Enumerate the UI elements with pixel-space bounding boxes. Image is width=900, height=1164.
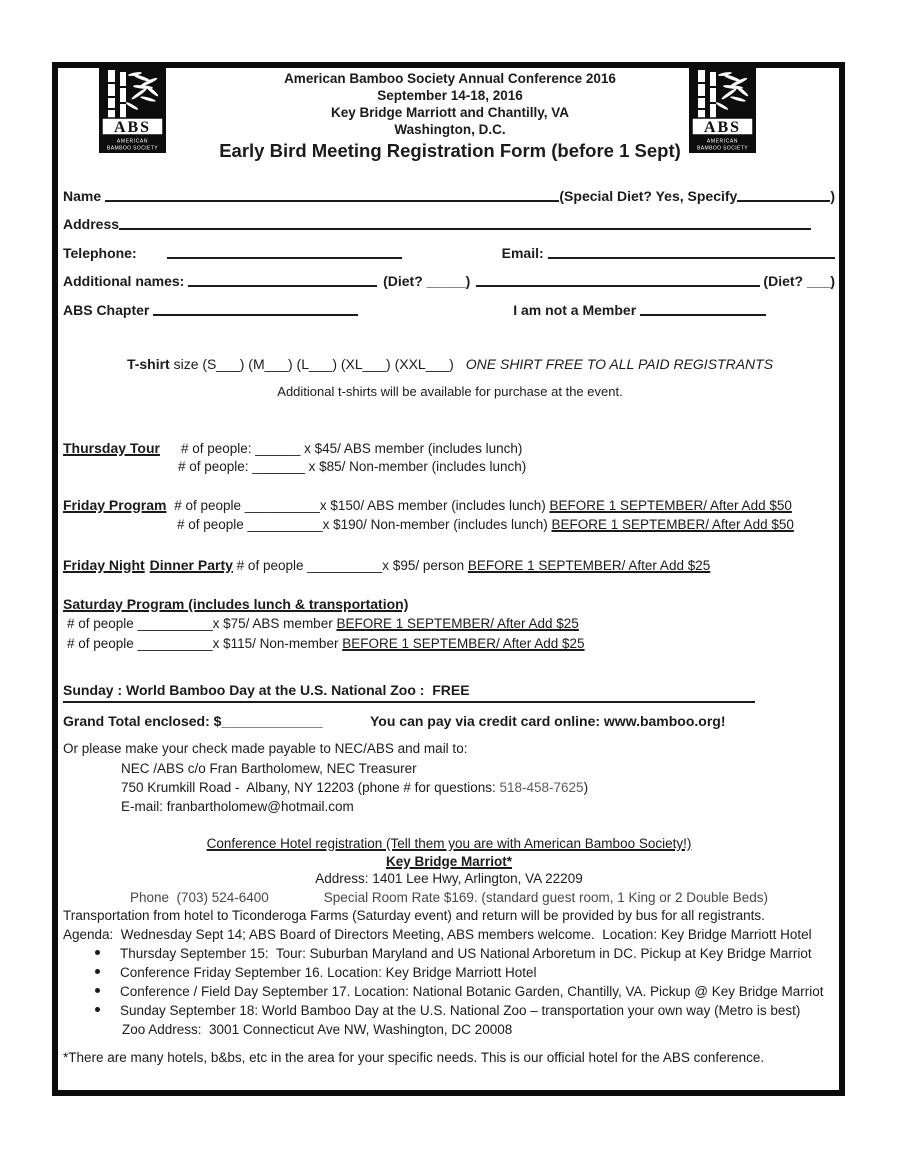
- header-line-1: American Bamboo Society Annual Conference 2016: [284, 71, 616, 86]
- bamboo-icon: [99, 66, 166, 153]
- agenda-bullet-4-text: Sunday September 18: World Bamboo Day at the U.S. National Zoo – transportation your own way (Metro is best): [120, 1003, 801, 1018]
- zoo-address: Zoo Address: 3001 Connecticut Ave NW, Washington, DC 20008: [122, 1022, 513, 1037]
- special-diet-blank-line: [737, 200, 830, 202]
- friday-program-heading: Friday Program: [63, 497, 167, 513]
- additional-names-label: Additional names:: [63, 273, 189, 289]
- tshirt-additional-note: Additional t-shirts will be available for purchase at the event.: [277, 384, 623, 399]
- friday-night-deadline: BEFORE 1 SEPTEMBER/ After Add $25: [467, 558, 711, 573]
- hotel-registration-text: Conference Hotel registration (Tell them you are with American Bamboo Society!): [206, 836, 692, 851]
- logo-org-line2: BAMBOO SOCIETY: [697, 145, 748, 152]
- friday-program-line-1: [63, 496, 792, 515]
- friday-program-line-2: [177, 516, 794, 534]
- friday-program-nonmember-deadline: BEFORE 1 SEPTEMBER/ After Add $50: [551, 517, 794, 532]
- check-address-line: [121, 779, 588, 797]
- friday-program-nonmember: # of people __________x $190/ Non-member (includes lunch): [177, 517, 552, 532]
- tshirt-line: [60, 355, 840, 373]
- friday-night-line: [63, 556, 710, 575]
- bullet-icon: [95, 988, 100, 993]
- abs-chapter-label: ABS Chapter: [63, 302, 154, 318]
- hotel-name-line: [60, 853, 838, 871]
- special-diet-label: (Special Diet? Yes, Specify: [559, 188, 738, 204]
- thursday-tour-nonmember: # of people: _______ x $85/ Non-member (includes lunch): [178, 459, 527, 474]
- tshirt-sizes: size (S___) (M___) (L___) (XL___) (XXL___): [169, 356, 454, 372]
- check-intro: Or please make your check made payable to NEC/ABS and mail to:: [63, 741, 468, 756]
- saturday-member-deadline: BEFORE 1 SEPTEMBER/ After Add $25: [336, 616, 579, 631]
- abs-logo-left: [99, 66, 166, 153]
- abs-chapter-blank-line: [153, 314, 358, 316]
- hotel-registration-line: [60, 835, 838, 853]
- saturday-program-line-1: [67, 615, 579, 633]
- logo-org-line1: AMERICAN: [706, 138, 739, 145]
- saturday-nonmember-deadline: BEFORE 1 SEPTEMBER/ After Add $25: [342, 636, 585, 651]
- header-block: [170, 70, 730, 163]
- hotel-phone-rate-line: [60, 889, 838, 907]
- not-member-label: I am not a Member: [513, 302, 641, 318]
- diet-question-1: (Diet? _____): [383, 273, 471, 289]
- thursday-tour-heading: Thursday Tour: [63, 440, 160, 456]
- hotel-footnote: *There are many hotels, b&bs, etc in the area for your specific needs. This is our official hotel for the ABS conference.: [63, 1050, 765, 1065]
- saturday-program-line-2: [67, 635, 585, 653]
- hotel-name: Key Bridge Marriot*: [385, 854, 513, 869]
- email-blank-line: [548, 257, 835, 259]
- name-row: [63, 187, 835, 205]
- additional-name-blank-2: [476, 285, 759, 287]
- additional-name-blank-1: [188, 285, 377, 287]
- not-member-blank-line: [640, 314, 766, 316]
- check-phone-number: 518-458-7625: [499, 780, 584, 795]
- hotel-address: Address: 1401 Lee Hwy, Arlington, VA 22209: [315, 871, 583, 886]
- address-row: [63, 215, 835, 233]
- check-payee: NEC /ABS c/o Fran Bartholomew, NEC Treasurer: [121, 761, 417, 776]
- diet-question-2: (Diet? ___): [759, 273, 835, 289]
- agenda-bullet-3: [95, 983, 839, 1001]
- header-line-2: September 14-18, 2016: [377, 88, 523, 103]
- saturday-nonmember: # of people __________x $115/ Non-member: [67, 636, 343, 651]
- agenda-bullet-2-text: Conference Friday September 16. Location: Key Bridge Marriott Hotel: [120, 965, 537, 980]
- sunday-line: [63, 681, 755, 703]
- bullet-icon: [95, 969, 100, 974]
- dinner-party-heading: Dinner Party: [149, 557, 233, 573]
- saturday-member: # of people __________x $75/ ABS member: [67, 616, 337, 631]
- hotel-phone: Phone (703) 524-6400: [129, 890, 269, 905]
- tshirt-label: T-shirt: [126, 356, 170, 372]
- check-close-paren: ): [583, 780, 589, 795]
- logo-org-line1: AMERICAN: [116, 138, 149, 145]
- grand-total-label: Grand Total enclosed: $_____________: [63, 713, 323, 729]
- abs-chapter-row: [63, 301, 835, 319]
- check-email: E-mail: franbartholomew@hotmail.com: [121, 799, 354, 814]
- hotel-room-rate: Special Room Rate $169. (standard guest room, 1 King or 2 Double Beds): [323, 890, 769, 905]
- sunday-text: Sunday : World Bamboo Day at the U.S. National Zoo : FREE: [63, 682, 470, 698]
- agenda-bullet-3-text: Conference / Field Day September 17. Location: National Botanic Garden, Chantilly, VA. Pickup @ Key Bridge Marriot: [120, 984, 824, 999]
- friday-night-heading: Friday Night: [63, 557, 145, 573]
- page-title: Early Bird Meeting Registration Form (before 1 Sept): [219, 140, 681, 161]
- logo-abbr-text: ABS: [113, 119, 152, 136]
- header-line-4: Washington, D.C.: [394, 122, 506, 137]
- grand-total-row: [63, 712, 835, 730]
- friday-night-text: # of people __________x $95/ person: [232, 558, 468, 573]
- telephone-email-row: [63, 244, 835, 262]
- check-address-text: 750 Krumkill Road - Albany, NY 12203 (phone # for questions:: [121, 780, 500, 795]
- telephone-label: Telephone:: [63, 245, 137, 261]
- logo-abbr-text: ABS: [703, 119, 742, 136]
- friday-program-member-deadline: BEFORE 1 SEPTEMBER/ After Add $50: [549, 498, 792, 513]
- saturday-program-heading: Saturday Program (includes lunch & transportation): [63, 596, 409, 612]
- address-blank-line: [119, 228, 811, 230]
- agenda-bullet-1: [95, 945, 839, 963]
- agenda-bullet-1-text: Thursday September 15: Tour: Suburban Maryland and US National Arboretum in DC. Pickup at Key Bridge Marriot: [120, 946, 812, 961]
- agenda-bullet-2: [95, 964, 839, 982]
- telephone-blank-line: [167, 257, 402, 259]
- address-label: Address: [63, 216, 120, 232]
- header-line-3: Key Bridge Marriott and Chantilly, VA: [330, 105, 570, 120]
- bullet-icon: [95, 950, 100, 955]
- name-blank-line: [105, 200, 559, 202]
- tshirt-free-note: ONE SHIRT FREE TO ALL PAID REGISTRANTS: [465, 356, 774, 372]
- pay-online-note: You can pay via credit card online: www.bamboo.org!: [370, 713, 726, 729]
- thursday-tour-line-2: [178, 458, 526, 476]
- hotel-transportation-note: Transportation from hotel to Ticonderoga Farms (Saturday event) and return will be provided by bus for all registrants.: [63, 908, 765, 923]
- thursday-tour-member: # of people: ______ x $45/ ABS member (includes lunch): [180, 441, 523, 456]
- additional-names-row: [63, 272, 835, 290]
- special-diet-close-paren: ): [830, 188, 835, 204]
- email-label: Email:: [501, 245, 548, 261]
- friday-program-member: # of people __________x $150/ ABS member (includes lunch): [170, 498, 550, 513]
- logo-org-line2: BAMBOO SOCIETY: [107, 145, 158, 152]
- saturday-program-heading-line: [63, 595, 408, 613]
- agenda-intro: Agenda: Wednesday Sept 14; ABS Board of Directors Meeting, ABS members welcome. Location: Key Bridge Marriott Hotel: [63, 927, 812, 942]
- thursday-tour-line-1: [63, 439, 522, 458]
- bullet-icon: [95, 1007, 100, 1012]
- name-label: Name: [63, 188, 106, 204]
- agenda-bullet-4: [95, 1002, 839, 1020]
